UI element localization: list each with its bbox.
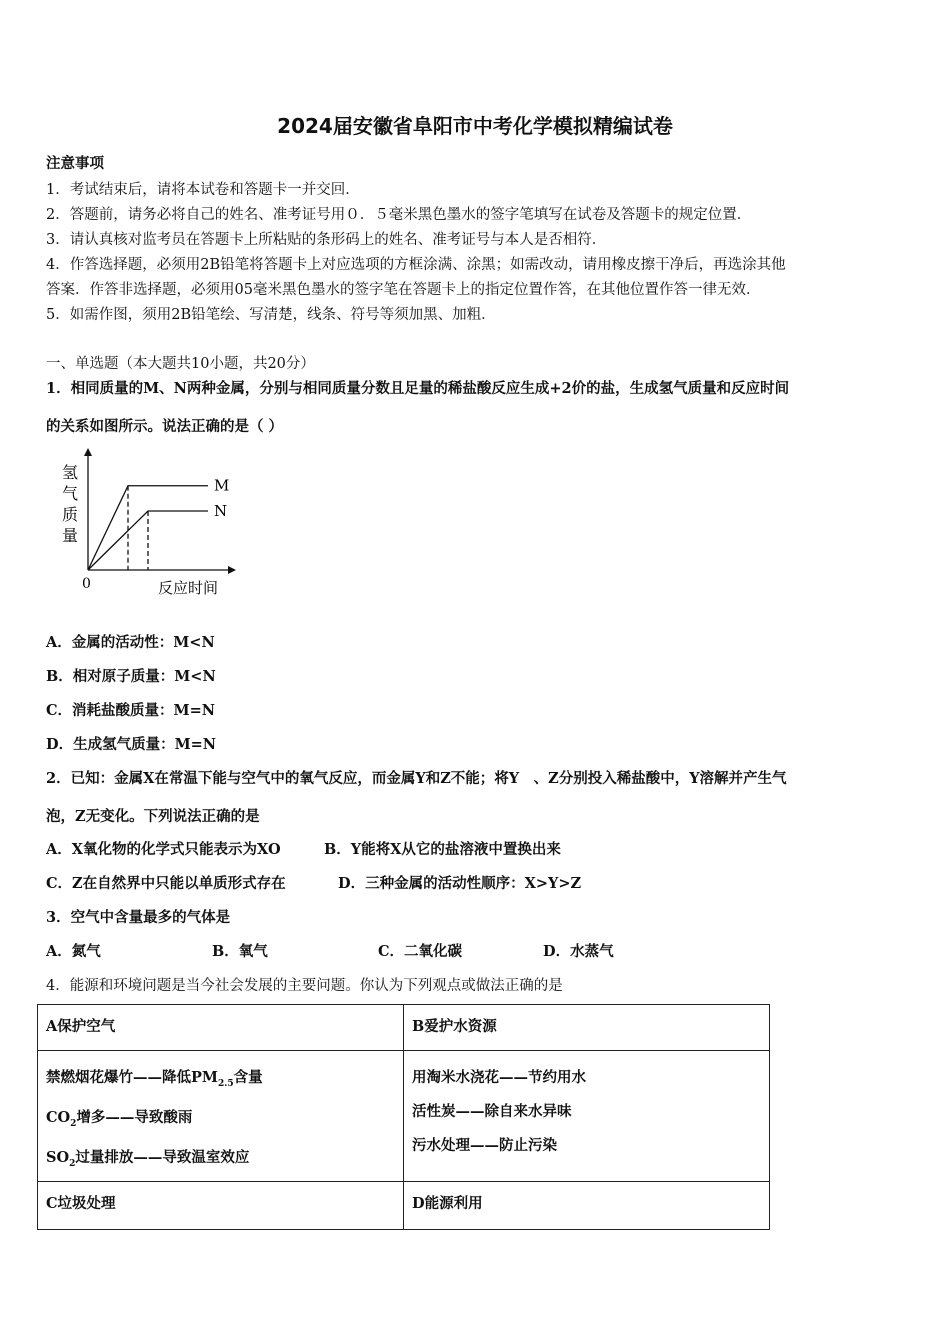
section-heading: 一、单选题（本大题共10小题，共20分） <box>46 356 315 372</box>
q1-option-a: A．金属的活动性：M<N <box>46 634 215 651</box>
q3-option-a: A．氮气 <box>46 943 101 960</box>
q3-option-c: C．二氧化碳 <box>378 943 463 960</box>
q4-b-item2: 活性炭——除自来水异味 <box>412 1103 572 1120</box>
series-label-m: M <box>214 476 230 495</box>
q1-option-c: C．消耗盐酸质量：M=N <box>46 702 215 719</box>
page-title: 2024届安徽省阜阳市中考化学模拟精编试卷 <box>277 114 673 138</box>
hydrogen-mass-chart <box>58 446 248 602</box>
notice-item: 5．如需作图，须用2B铅笔绘、写清楚，线条、符号等须加黑、加粗． <box>46 307 496 323</box>
q1-option-d: D．生成氢气质量：M=N <box>46 736 217 753</box>
q1-option-b: B．相对原子质量：M<N <box>46 668 216 685</box>
q4-a-item1: 禁燃烟花爆竹——降低$PM_{2.5}$含量 <box>46 1069 263 1089</box>
q3-stem: 3．空气中含量最多的气体是 <box>46 909 231 926</box>
q1-stem-line2: 的关系如图所示。说法正确的是（ ） <box>46 418 284 435</box>
q2-option-d: D．三种金属的活动性顺序：X>Y>Z <box>338 875 582 892</box>
y-label-char: 氢 <box>62 463 79 482</box>
q2-option-c: C．Z在自然界中只能以单质形式存在 <box>46 875 286 892</box>
q4-header-d: D能源利用 <box>404 1181 770 1229</box>
q4-cell-a <box>38 1051 404 1182</box>
q4-cell-b <box>404 1051 770 1182</box>
q4-header-b: B爱护水资源 <box>404 1005 770 1051</box>
q3-option-d: D．水蒸气 <box>543 943 614 960</box>
q4-table <box>37 1004 770 1230</box>
q4-a-item3: $SO_2$过量排放——导致温室效应 <box>46 1148 250 1169</box>
q4-header-a: A保护空气 <box>38 1005 404 1051</box>
q1-stem-line1: 1．相同质量的M、N两种金属，分别与相同质量分数且足量的稀盐酸反应生成+2价的盐，生成氢气质量和反应时间 <box>46 380 790 397</box>
x-axis-arrow <box>228 566 236 574</box>
y-axis-label <box>62 463 78 545</box>
q2-option-b: B．Y能将X从它的盐溶液中置换出来 <box>324 841 561 858</box>
origin-label: 0 <box>82 576 91 592</box>
q4-b-item1: 用淘米水浇花——节约用水 <box>412 1069 586 1086</box>
q3-option-b: B．氧气 <box>212 943 268 960</box>
notice-item: 4．作答选择题，必须用2B铅笔将答题卡上对应选项的方框涂满、涂黑；如需改动，请用橡皮擦干净后，再选涂其他 <box>46 257 786 273</box>
q2-stem-line1: 2．已知：金属X在常温下能与空气中的氧气反应，而金属Y和Z不能；将Y 、Z分别投入稀盐酸中，Y溶解并产生气 <box>46 770 787 787</box>
notice-item: 1．考试结束后，请将本试卷和答题卡一并交回． <box>46 182 360 198</box>
notice-item: 3．请认真核对监考员在答题卡上所粘贴的条形码上的姓名、准考证号与本人是否相符． <box>46 232 607 248</box>
q4-a-item2: $CO_2$增多——导致酸雨 <box>46 1108 193 1129</box>
x-axis-label: 反应时间 <box>158 579 219 597</box>
notice-heading: 注意事项 <box>46 155 104 172</box>
y-axis-arrow <box>84 448 92 456</box>
notice-item: 2．答题前，请务必将自己的姓名、准考证号用０．５毫米黑色墨水的签字笔填写在试卷及答题卡的规定位置． <box>46 207 752 223</box>
series-label-n: N <box>214 502 228 520</box>
q4-header-c: C垃圾处理 <box>38 1181 404 1229</box>
y-label-char: 质 <box>62 505 79 524</box>
q2-option-a: A．X氧化物的化学式只能表示为XO <box>46 841 281 858</box>
y-label-char: 量 <box>62 526 79 545</box>
y-label-char: 气 <box>62 484 79 503</box>
q2-stem-line2: 泡，Z无变化。下列说法正确的是 <box>46 808 260 825</box>
notice-item: 答案．作答非选择题，必须用05毫米黑色墨水的签字笔在答题卡上的指定位置作答，在其他位置作答一律无效． <box>46 282 761 298</box>
q4-b-item3: 污水处理——防止污染 <box>412 1137 557 1154</box>
q4-stem: 4．能源和环境问题是当今社会发展的主要问题。你认为下列观点或做法正确的是 <box>46 978 563 994</box>
